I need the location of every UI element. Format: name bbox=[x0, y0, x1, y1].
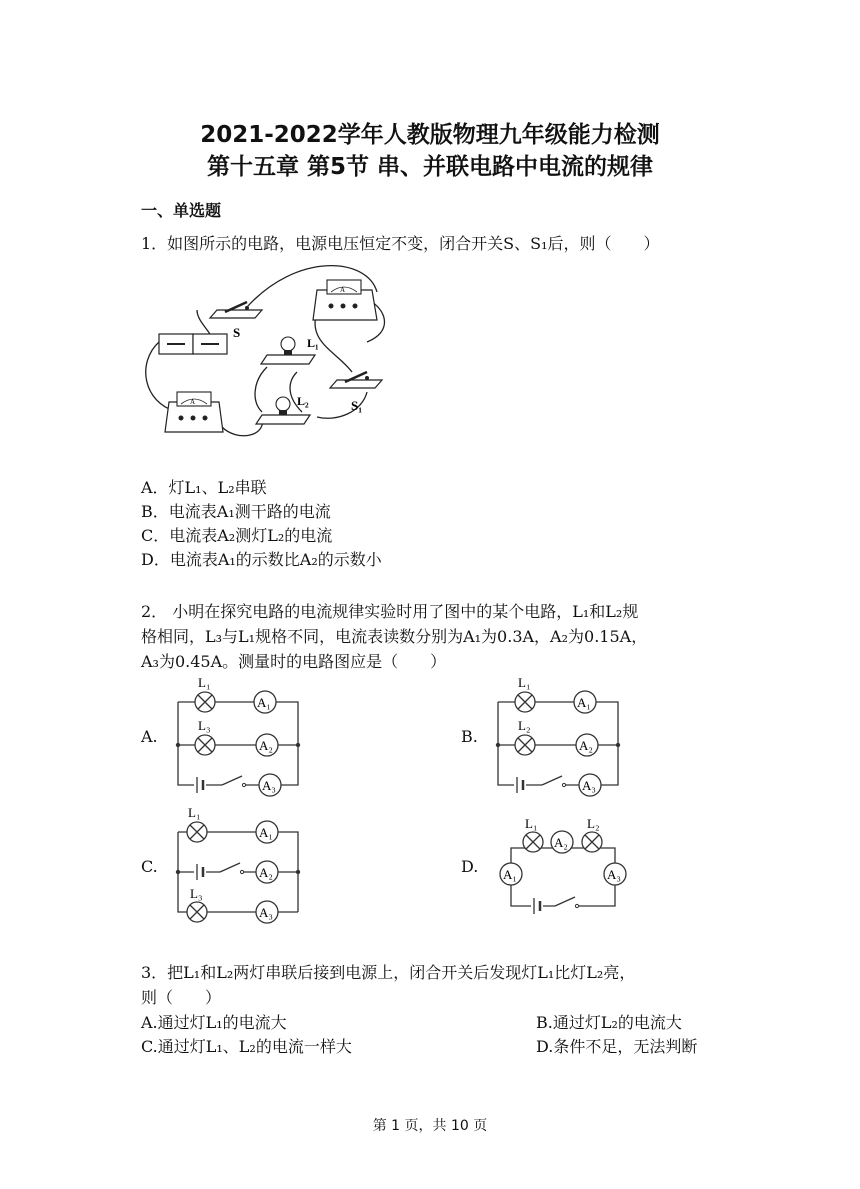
q2-option-d-label: D. bbox=[461, 857, 479, 876]
lamp-label: L₁ bbox=[518, 675, 531, 690]
lamp-l2-label: L₂ bbox=[297, 394, 309, 408]
lamp-label: L₃ bbox=[190, 886, 203, 901]
lamp-l1-symbol bbox=[515, 692, 535, 712]
lamp-l1-symbol bbox=[523, 832, 543, 852]
lamp-label: L₃ bbox=[198, 718, 211, 733]
switch-s1-label: S₁ bbox=[351, 398, 363, 413]
switch-symbol bbox=[555, 892, 579, 910]
q3-stem-line-2: 则（ ） bbox=[141, 988, 222, 1007]
ammeter-label: A₂ bbox=[554, 835, 568, 850]
title-line-2: 第十五章 第5节 串、并联电路中电流的规律 bbox=[206, 154, 654, 180]
q2-diagram-c bbox=[170, 800, 310, 930]
q2-option-c-label: C. bbox=[141, 857, 158, 876]
q2-diagram-b bbox=[490, 670, 630, 795]
q2-option-b-label: B. bbox=[461, 727, 478, 746]
ammeter-label: A₁ bbox=[257, 695, 271, 710]
lamp-l2-symbol bbox=[515, 735, 535, 755]
switch-symbol bbox=[542, 770, 566, 788]
lamp-l3-symbol bbox=[187, 902, 207, 922]
lamp-l2-symbol bbox=[582, 832, 602, 852]
battery-symbol bbox=[531, 896, 543, 916]
lamp-l1-symbol bbox=[187, 822, 207, 842]
ammeter-label: A₁ bbox=[577, 695, 591, 710]
switch-symbol bbox=[220, 858, 244, 876]
q3-option-b: B.通过灯L₂的电流大 bbox=[536, 1013, 682, 1032]
ammeter-label: A₃ bbox=[582, 778, 596, 793]
ammeter-label: A₂ bbox=[579, 738, 593, 753]
q2-stem-line-2: 格相同，L₃与L₁规格不同，电流表读数分别为A₁为0.3A，A₂为0.15A， bbox=[141, 627, 648, 646]
title-line-1: 2021-2022学年人教版物理九年级能力检测 bbox=[200, 122, 660, 148]
page-footer: 第 1 页，共 10 页 bbox=[372, 1118, 488, 1134]
ammeter-label: A₃ bbox=[259, 905, 273, 920]
ammeter-label: A₃ bbox=[607, 867, 621, 882]
q2-stem-line-1: 2． 小明在探究电路的电流规律实验时用了图中的某个电路，L₁和L₂规 bbox=[141, 602, 639, 621]
q3-option-a: A.通过灯L₁的电流大 bbox=[141, 1013, 287, 1032]
q1-option-d: D．电流表A₁的示数比A₂的示数小 bbox=[141, 550, 382, 569]
lamp-l1-symbol bbox=[195, 692, 215, 712]
q2-diagram-a bbox=[170, 670, 310, 795]
q3-stem-line-1: 3．把L₁和L₂两灯串联后接到电源上，闭合开关后发现灯L₁比灯L₂亮， bbox=[141, 963, 636, 982]
q2-stem-line-3: A₃为0.45A。测量时的电路图应是（ ） bbox=[141, 652, 447, 671]
lamp-label: L₁ bbox=[525, 816, 538, 831]
ammeter-label: A₂ bbox=[259, 865, 273, 880]
lamp-label: L₁ bbox=[198, 675, 211, 690]
battery-symbol bbox=[194, 775, 206, 795]
section-heading: 一、单选题 bbox=[141, 201, 222, 220]
q2-diagram-d bbox=[495, 808, 635, 918]
lamp-l1-label: L₁ bbox=[307, 336, 319, 350]
battery-symbol bbox=[194, 862, 206, 882]
switch-symbol bbox=[222, 770, 246, 788]
battery-icon bbox=[159, 334, 227, 354]
switch-s-icon bbox=[210, 302, 262, 318]
q1-option-c: C．电流表A₂测灯L₂的电流 bbox=[141, 526, 333, 545]
lamp-l3-symbol bbox=[195, 735, 215, 755]
q1-stem: 1．如图所示的电路，电源电压恒定不变，闭合开关S、S₁后，则（ ） bbox=[141, 234, 660, 253]
q1-option-b: B．电流表A₁测干路的电流 bbox=[141, 502, 331, 521]
ammeter-bottom-label: A bbox=[190, 398, 196, 406]
ammeter-top-label: A bbox=[340, 286, 346, 294]
switch-s1-icon bbox=[330, 372, 382, 388]
lamp-label: L₂ bbox=[587, 816, 600, 831]
ammeter-label: A₁ bbox=[259, 825, 273, 840]
q3-option-d: D.条件不足，无法判断 bbox=[536, 1037, 698, 1056]
q1-option-a: A．灯L₁、L₂串联 bbox=[141, 478, 267, 497]
q2-option-a-label: A. bbox=[141, 727, 158, 746]
ammeter-label: A₁ bbox=[503, 867, 517, 882]
battery-symbol bbox=[514, 775, 526, 795]
q1-circuit-figure bbox=[137, 262, 397, 452]
ammeter-label: A₂ bbox=[259, 738, 273, 753]
lamp-label: L₂ bbox=[518, 718, 531, 733]
ammeter-label: A₃ bbox=[262, 778, 276, 793]
lamp-label: L₁ bbox=[188, 805, 201, 820]
q3-option-c: C.通过灯L₁、L₂的电流一样大 bbox=[141, 1037, 352, 1056]
switch-s-label: S bbox=[233, 325, 241, 340]
